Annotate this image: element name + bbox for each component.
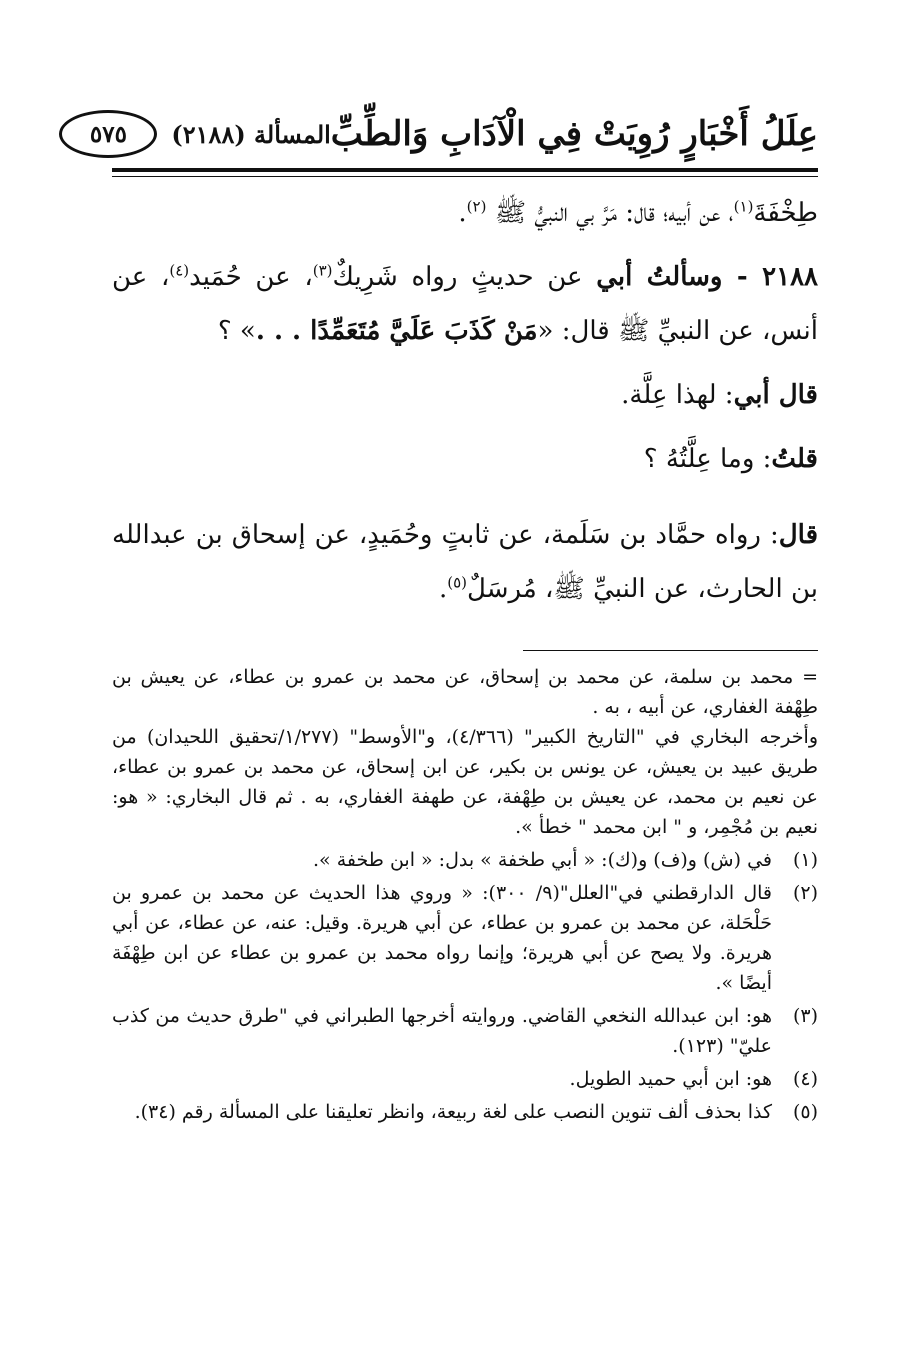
footnote-continuation: = محمد بن سلمة، عن محمد بن إسحاق، عن محمد بن عمرو بن عطاء، عن يعيش بن طِهْفة الغفاري، عن أبيه ، به . bbox=[112, 666, 818, 718]
header-rule-thin bbox=[112, 176, 818, 177]
text-run: : وما عِلَّتُهُ ؟ bbox=[643, 444, 772, 474]
footnote-number: (٢) bbox=[792, 882, 818, 904]
speaker-label: قال أبي bbox=[733, 380, 818, 410]
text-run: . bbox=[438, 574, 448, 604]
paragraph-continuation bbox=[112, 186, 818, 240]
footnotes bbox=[112, 662, 818, 1127]
footnote bbox=[112, 1097, 818, 1127]
page-number: ٥٧٥ bbox=[59, 110, 157, 158]
footnote-ref: (١) bbox=[733, 197, 754, 216]
footnote-continuation: وأخرجه البخاري في "التاريخ الكبير" (٤/٣٦٦)، و"الأوسط" (١/٢٧٧/تحقيق اللحيدان) من طريق عبيد بن يعيش، عن يونس بن بكير، عن ابن إسحاق، عن محمد بن عمرو بن عطاء، عن نعيم بن محمد، عن يعيش بن طِهْفة، عن طهفة الغفاري، به . ثم قال البخاري: « هو: نعيم بن مُجْمِر، و " ابن محمد " خطأ ». bbox=[112, 726, 818, 838]
question-paragraph bbox=[112, 250, 818, 358]
footnote-separator bbox=[523, 650, 818, 651]
hadith-text: مَنْ كَذَبَ عَلَيَّ مُتَعَمِّدًا . . . bbox=[255, 316, 538, 346]
footnote-text: قال الدارقطني في"العلل"(٩/ ٣٠٠): « وروي هذا الحديث عن محمد بن عمرو بن حَلْحَلة، عن محمد بن عمرو بن عطاء، عن أبي هريرة. وقيل: عنه، عن عطاء، عن أبي هريرة. ولا يصح عن أبي هريرة؛ وإنما رواه محمد بن عمرو بن عطاء عن ابن طِهْفَة أيضًا ». bbox=[112, 882, 772, 994]
footnote bbox=[112, 845, 818, 875]
question-paragraph bbox=[112, 432, 818, 486]
footnote-ref: (٣) bbox=[312, 261, 333, 280]
text-run: عن حديثٍ رواه شَرِيكٌ bbox=[332, 262, 597, 292]
footnote-number: (٤) bbox=[792, 1068, 818, 1090]
book-page bbox=[89, 0, 819, 1372]
footnote bbox=[112, 1064, 818, 1094]
text-run: : رواه حمَّاد بن سَلَمة، عن ثابتٍ وحُمَيدٍ، عن إسحاق بن عبدالله بن الحارث، عن النبيِّ ﷺ، مُرسَلٌ bbox=[112, 520, 818, 604]
footnote-ref: (٥) bbox=[447, 573, 467, 592]
answer-paragraph bbox=[112, 368, 818, 422]
main-text bbox=[112, 186, 818, 616]
footnote bbox=[112, 878, 818, 998]
footnote-number: (١) bbox=[792, 849, 818, 871]
header-rule-thick bbox=[112, 168, 818, 172]
text-run: ، عن أنس، عن النبيِّ ﷺ قال: « bbox=[112, 262, 818, 346]
question-number: ٢١٨٨ - وسألتُ أبي bbox=[596, 262, 819, 292]
footnote-text: هو: ابن أبي حميد الطويل. bbox=[569, 1068, 772, 1090]
header-meta bbox=[59, 110, 330, 158]
footnote-text: في (ش) و(ف) و(ك): « أبي طخفة » بدل: « ابن طخفة ». bbox=[313, 849, 772, 871]
speaker-label: قلتُ bbox=[771, 444, 818, 474]
text-run: . bbox=[458, 198, 467, 228]
footnote-text: كذا بحذف ألف تنوين النصب على لغة ربيعة، وانظر تعليقنا على المسألة رقم (٣٤). bbox=[134, 1101, 772, 1123]
running-header bbox=[89, 104, 818, 164]
footnote-ref: (٢) bbox=[466, 197, 487, 216]
footnote-ref: (٤) bbox=[169, 261, 190, 280]
text-run: طِخْفَةَ bbox=[753, 198, 818, 228]
answer-paragraph bbox=[112, 508, 818, 616]
footnote-text: هو: ابن عبدالله النخعي القاضي. وروايته أخرجها الطبراني في "طرق حديث من كذب عليّ" (١٢٣). bbox=[112, 1005, 772, 1057]
issue-label: المسألة (٢١٨٨) bbox=[171, 119, 331, 149]
text-run: : لهذا عِلَّة. bbox=[621, 380, 734, 410]
text-run: ، عن حُمَيد bbox=[189, 262, 313, 292]
footnote-number: (٣) bbox=[792, 1005, 818, 1027]
footnote-number: (٥) bbox=[792, 1101, 818, 1123]
text-run: » ؟ bbox=[217, 316, 256, 346]
book-title: عِلَلُ أَخْبَارٍ رُوِيَتْ فِي الْآدَابِ وَالطِّبِّ bbox=[330, 114, 818, 154]
footnote bbox=[112, 1001, 818, 1061]
text-run: ، عن أبيه؛ قال: مَرَّ بي النبيُّ ﷺ bbox=[494, 198, 734, 228]
speaker-label: قال bbox=[778, 520, 818, 550]
